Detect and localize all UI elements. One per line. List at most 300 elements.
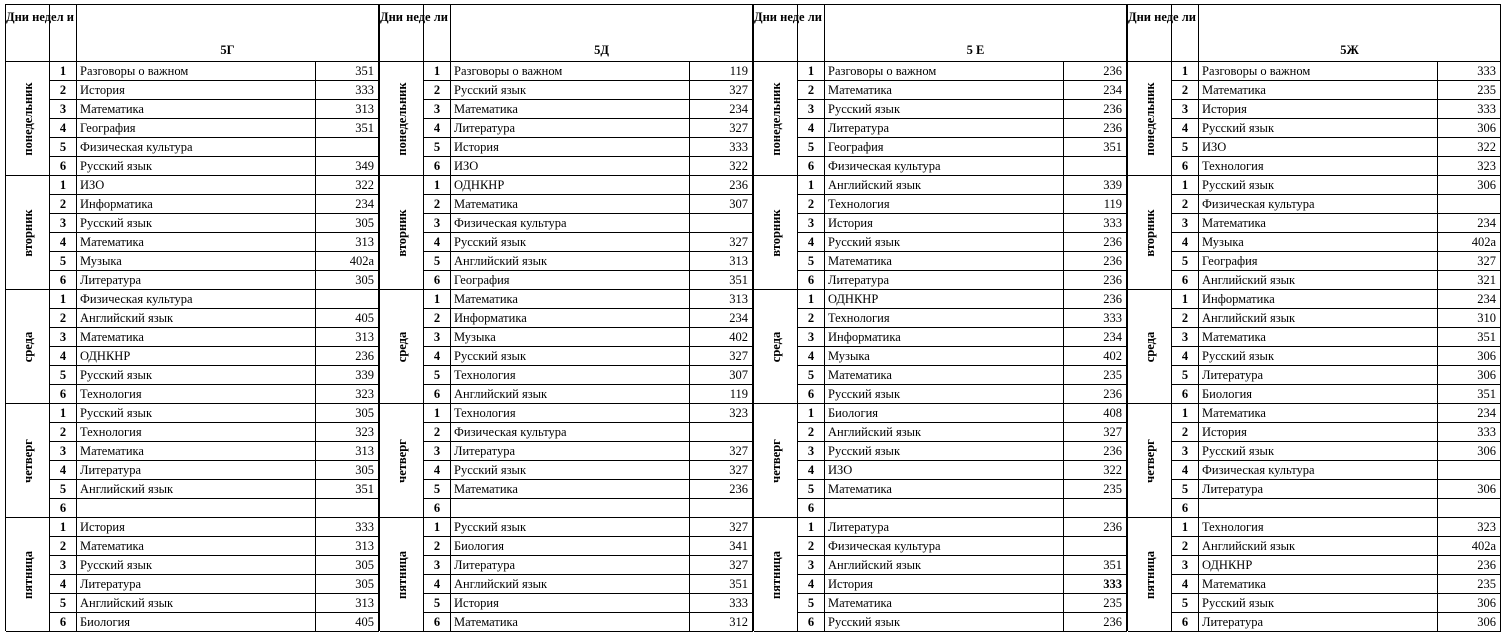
day-name: вторник xyxy=(394,208,409,257)
lesson-room: 119 xyxy=(690,62,753,81)
lesson-subject: Математика xyxy=(451,613,690,632)
lesson-number: 3 xyxy=(424,100,451,119)
lesson-subject: Информатика xyxy=(451,309,690,328)
lesson-number: 3 xyxy=(424,556,451,575)
lesson-room: 236 xyxy=(1064,271,1127,290)
lesson-subject: География xyxy=(1199,252,1438,271)
lesson-room: 333 xyxy=(690,594,753,613)
lesson-number: 1 xyxy=(798,518,825,537)
lesson-room: 234 xyxy=(1064,328,1127,347)
lesson-subject: Физическая культура xyxy=(451,423,690,442)
lesson-number: 6 xyxy=(1172,385,1199,404)
lesson-subject: Математика xyxy=(77,233,316,252)
lesson-number: 3 xyxy=(424,442,451,461)
lesson-room xyxy=(1064,157,1127,176)
lesson-subject: Английский язык xyxy=(825,423,1064,442)
lesson-room: 236 xyxy=(690,480,753,499)
lesson-number: 1 xyxy=(798,176,825,195)
lesson-room: 327 xyxy=(690,81,753,100)
lesson-subject: Литература xyxy=(1199,366,1438,385)
lesson-room: 321 xyxy=(1438,271,1501,290)
lesson-number: 1 xyxy=(424,62,451,81)
lesson-number: 5 xyxy=(1172,594,1199,613)
lesson-room: 235 xyxy=(1064,594,1127,613)
schedule-sheet xyxy=(5,4,1498,631)
day-label xyxy=(754,290,798,404)
lesson-number: 3 xyxy=(1172,214,1199,233)
lesson-subject: Русский язык xyxy=(77,366,316,385)
lesson-number: 4 xyxy=(1172,119,1199,138)
class-title: 5Д xyxy=(451,5,753,62)
lesson-number: 5 xyxy=(798,138,825,157)
lesson-room: 234 xyxy=(316,195,379,214)
lesson-number: 4 xyxy=(50,119,77,138)
lesson-subject: История xyxy=(451,594,690,613)
lesson-subject: Русский язык xyxy=(451,233,690,252)
lesson-subject: Английский язык xyxy=(451,385,690,404)
lesson-subject: Русский язык xyxy=(1199,347,1438,366)
lesson-room: 333 xyxy=(1064,214,1127,233)
lesson-room: 349 xyxy=(316,157,379,176)
lesson-room: 402а xyxy=(1438,233,1501,252)
lesson-room: 341 xyxy=(690,537,753,556)
lesson-number: 5 xyxy=(424,594,451,613)
day-name: вторник xyxy=(1142,208,1157,257)
lesson-subject: Русский язык xyxy=(825,442,1064,461)
lesson-room: 236 xyxy=(1064,613,1127,632)
lesson-subject: География xyxy=(77,119,316,138)
lesson-number: 4 xyxy=(50,347,77,366)
day-name: четверг xyxy=(20,438,35,483)
lesson-subject: История xyxy=(1199,100,1438,119)
lesson-room: 339 xyxy=(1064,176,1127,195)
lesson-number: 4 xyxy=(798,233,825,252)
lesson-room: 306 xyxy=(1438,594,1501,613)
lesson-number: 5 xyxy=(50,252,77,271)
lesson-subject: Биология xyxy=(451,537,690,556)
lesson-subject: Физическая культура xyxy=(1199,461,1438,480)
lesson-number: 6 xyxy=(424,613,451,632)
lesson-subject xyxy=(1199,499,1438,518)
lesson-room: 312 xyxy=(690,613,753,632)
lesson-room: 333 xyxy=(1438,100,1501,119)
lesson-subject: Технология xyxy=(825,309,1064,328)
day-label xyxy=(6,62,50,176)
lesson-number: 6 xyxy=(798,157,825,176)
lesson-number: 2 xyxy=(424,537,451,556)
lesson-subject: Физическая культура xyxy=(451,214,690,233)
lesson-room: 402 xyxy=(1064,347,1127,366)
lesson-subject: Русский язык xyxy=(77,214,316,233)
lesson-room: 305 xyxy=(316,404,379,423)
lesson-room: 235 xyxy=(1438,81,1501,100)
lesson-number: 2 xyxy=(424,423,451,442)
lesson-number: 6 xyxy=(424,499,451,518)
lesson-number: 4 xyxy=(1172,233,1199,252)
lesson-room: 333 xyxy=(1064,575,1127,594)
lesson-subject: Литература xyxy=(1199,613,1438,632)
lesson-subject: Математика xyxy=(77,328,316,347)
lesson-subject: Английский язык xyxy=(825,556,1064,575)
day-name: пятница xyxy=(394,550,409,599)
lesson-room: 405 xyxy=(316,309,379,328)
lesson-number: 1 xyxy=(1172,404,1199,423)
lesson-number-header xyxy=(50,5,77,62)
lesson-subject: ОДНКНР xyxy=(451,176,690,195)
lesson-room: 234 xyxy=(690,309,753,328)
lesson-number: 3 xyxy=(424,328,451,347)
lesson-room: 306 xyxy=(1438,366,1501,385)
day-label xyxy=(6,176,50,290)
lesson-number: 6 xyxy=(1172,157,1199,176)
lesson-subject: Математика xyxy=(451,480,690,499)
lesson-room: 323 xyxy=(690,404,753,423)
day-name: среда xyxy=(1142,331,1157,362)
day-label xyxy=(1128,62,1172,176)
lesson-number: 1 xyxy=(424,290,451,309)
lesson-room: 236 xyxy=(1064,100,1127,119)
lesson-subject: Разговоры о важном xyxy=(1199,62,1438,81)
lesson-room: 305 xyxy=(316,461,379,480)
lesson-subject: Русский язык xyxy=(825,233,1064,252)
lesson-number: 3 xyxy=(50,214,77,233)
class-schedule-2 xyxy=(753,4,1127,631)
lesson-number: 5 xyxy=(50,480,77,499)
lesson-subject: ОДНКНР xyxy=(825,290,1064,309)
lesson-room: 307 xyxy=(690,366,753,385)
lesson-number: 2 xyxy=(798,81,825,100)
lesson-room: 236 xyxy=(1064,233,1127,252)
lesson-room: 306 xyxy=(1438,442,1501,461)
lesson-number-header xyxy=(424,5,451,62)
day-label xyxy=(6,518,50,632)
lesson-subject: История xyxy=(825,575,1064,594)
lesson-subject: Русский язык xyxy=(1199,119,1438,138)
lesson-number: 6 xyxy=(424,271,451,290)
lesson-room: 306 xyxy=(1438,613,1501,632)
lesson-number: 5 xyxy=(1172,252,1199,271)
day-label xyxy=(1128,404,1172,518)
lesson-number: 1 xyxy=(50,62,77,81)
lesson-number: 3 xyxy=(1172,328,1199,347)
lesson-subject: Русский язык xyxy=(77,556,316,575)
lesson-subject: Математика xyxy=(77,100,316,119)
lesson-subject xyxy=(77,499,316,518)
lesson-subject: Технология xyxy=(1199,518,1438,537)
lesson-subject: Литература xyxy=(77,575,316,594)
lesson-room: 236 xyxy=(1064,119,1127,138)
lesson-subject: Технология xyxy=(451,366,690,385)
lesson-room: 313 xyxy=(316,594,379,613)
lesson-room: 313 xyxy=(690,290,753,309)
lesson-subject: Литература xyxy=(77,461,316,480)
lesson-number: 3 xyxy=(1172,442,1199,461)
lesson-room: 351 xyxy=(316,119,379,138)
lesson-room: 305 xyxy=(316,271,379,290)
lesson-room: 306 xyxy=(1438,347,1501,366)
lesson-subject: Русский язык xyxy=(77,404,316,423)
lesson-room: 234 xyxy=(1438,290,1501,309)
lesson-number: 2 xyxy=(798,195,825,214)
lesson-room xyxy=(690,499,753,518)
lesson-subject: Музыка xyxy=(825,347,1064,366)
lesson-subject: Технология xyxy=(451,404,690,423)
lesson-number: 5 xyxy=(424,138,451,157)
lesson-number: 6 xyxy=(1172,271,1199,290)
lesson-number: 3 xyxy=(1172,100,1199,119)
lesson-subject: ИЗО xyxy=(825,461,1064,480)
lesson-number: 1 xyxy=(50,518,77,537)
lesson-subject: Русский язык xyxy=(1199,442,1438,461)
lesson-subject: Физическая культура xyxy=(77,138,316,157)
lesson-room: 327 xyxy=(690,233,753,252)
lesson-room: 313 xyxy=(316,100,379,119)
lesson-room: 306 xyxy=(1438,480,1501,499)
lesson-subject: Технология xyxy=(77,385,316,404)
lesson-number: 5 xyxy=(424,366,451,385)
lesson-number-header xyxy=(798,5,825,62)
lesson-subject: Литература xyxy=(451,442,690,461)
lesson-number: 1 xyxy=(1172,518,1199,537)
lesson-number: 6 xyxy=(424,157,451,176)
lesson-room: 234 xyxy=(1438,214,1501,233)
lesson-room: 333 xyxy=(1438,62,1501,81)
day-name: пятница xyxy=(768,550,783,599)
lesson-subject: История xyxy=(77,518,316,537)
lesson-number: 2 xyxy=(798,537,825,556)
lesson-subject xyxy=(825,499,1064,518)
day-label xyxy=(754,518,798,632)
lesson-number: 3 xyxy=(50,100,77,119)
lesson-room: 402 xyxy=(690,328,753,347)
lesson-room: 333 xyxy=(1438,423,1501,442)
lesson-room: 119 xyxy=(690,385,753,404)
lesson-subject: Биология xyxy=(77,613,316,632)
lesson-room: 235 xyxy=(1064,366,1127,385)
lesson-number: 4 xyxy=(424,461,451,480)
lesson-number: 4 xyxy=(424,233,451,252)
lesson-subject: История xyxy=(451,138,690,157)
lesson-subject: Музыка xyxy=(77,252,316,271)
lesson-room xyxy=(1438,461,1501,480)
lesson-subject: Математика xyxy=(451,100,690,119)
lesson-number: 4 xyxy=(50,233,77,252)
lesson-number: 3 xyxy=(798,442,825,461)
day-name: среда xyxy=(768,331,783,362)
lesson-subject: Английский язык xyxy=(825,176,1064,195)
class-title: 5Г xyxy=(77,5,379,62)
lesson-subject: Русский язык xyxy=(825,100,1064,119)
lesson-room: 236 xyxy=(1438,556,1501,575)
lesson-subject: Русский язык xyxy=(451,347,690,366)
lesson-room: 307 xyxy=(690,195,753,214)
lesson-subject: Разговоры о важном xyxy=(77,62,316,81)
lesson-room: 322 xyxy=(1064,461,1127,480)
lesson-subject: Английский язык xyxy=(451,252,690,271)
lesson-number: 2 xyxy=(50,309,77,328)
lesson-subject: Английский язык xyxy=(1199,309,1438,328)
day-column-header: Дни неде ли xyxy=(754,5,798,62)
lesson-number: 6 xyxy=(1172,499,1199,518)
lesson-subject: Математика xyxy=(451,195,690,214)
lesson-room: 234 xyxy=(690,100,753,119)
lesson-subject: Информатика xyxy=(825,328,1064,347)
lesson-room: 236 xyxy=(690,176,753,195)
lesson-number: 4 xyxy=(798,461,825,480)
lesson-subject: Технология xyxy=(825,195,1064,214)
lesson-room: 333 xyxy=(316,518,379,537)
lesson-room: 327 xyxy=(1064,423,1127,442)
lesson-room: 235 xyxy=(1064,480,1127,499)
day-label xyxy=(1128,518,1172,632)
lesson-room: 235 xyxy=(1438,575,1501,594)
lesson-room: 333 xyxy=(1064,309,1127,328)
lesson-number: 5 xyxy=(798,366,825,385)
class-schedule-0 xyxy=(5,4,379,631)
day-label xyxy=(380,404,424,518)
lesson-room: 327 xyxy=(690,119,753,138)
lesson-number: 6 xyxy=(798,271,825,290)
lesson-room: 327 xyxy=(1438,252,1501,271)
lesson-room: 333 xyxy=(690,138,753,157)
lesson-room: 327 xyxy=(690,442,753,461)
lesson-room xyxy=(690,214,753,233)
lesson-subject: Математика xyxy=(1199,81,1438,100)
lesson-room: 327 xyxy=(690,518,753,537)
lesson-room: 351 xyxy=(690,271,753,290)
lesson-subject: ИЗО xyxy=(77,176,316,195)
lesson-room: 305 xyxy=(316,556,379,575)
lesson-subject: Биология xyxy=(1199,385,1438,404)
lesson-room: 306 xyxy=(1438,176,1501,195)
lesson-room: 351 xyxy=(1438,328,1501,347)
lesson-subject: ОДНКНР xyxy=(77,347,316,366)
lesson-subject: Литература xyxy=(825,518,1064,537)
lesson-room: 323 xyxy=(316,423,379,442)
lesson-number: 3 xyxy=(798,328,825,347)
class-schedule-1 xyxy=(379,4,753,631)
day-label xyxy=(380,62,424,176)
lesson-number: 6 xyxy=(798,613,825,632)
day-name: вторник xyxy=(768,208,783,257)
day-label xyxy=(380,518,424,632)
lesson-number: 4 xyxy=(424,347,451,366)
lesson-subject: Математика xyxy=(825,252,1064,271)
lesson-subject: Физическая культура xyxy=(1199,195,1438,214)
lesson-room: 351 xyxy=(316,62,379,81)
lesson-room: 405 xyxy=(316,613,379,632)
day-label xyxy=(6,290,50,404)
lesson-number: 4 xyxy=(1172,461,1199,480)
lesson-number: 6 xyxy=(798,499,825,518)
lesson-number: 3 xyxy=(1172,556,1199,575)
lesson-number: 2 xyxy=(50,423,77,442)
lesson-number: 5 xyxy=(1172,480,1199,499)
lesson-number: 6 xyxy=(1172,613,1199,632)
lesson-number: 6 xyxy=(50,157,77,176)
lesson-number: 1 xyxy=(798,62,825,81)
lesson-number: 4 xyxy=(424,575,451,594)
lesson-number: 2 xyxy=(1172,537,1199,556)
lesson-subject: ОДНКНР xyxy=(1199,556,1438,575)
lesson-subject: Русский язык xyxy=(77,157,316,176)
day-name: пятница xyxy=(1142,550,1157,599)
lesson-number: 2 xyxy=(424,309,451,328)
lesson-number: 3 xyxy=(798,556,825,575)
lesson-room: 313 xyxy=(316,442,379,461)
lesson-number: 4 xyxy=(1172,575,1199,594)
lesson-number: 5 xyxy=(424,480,451,499)
lesson-subject: Математика xyxy=(825,366,1064,385)
lesson-subject: Технология xyxy=(77,423,316,442)
lesson-number: 6 xyxy=(50,385,77,404)
lesson-room: 323 xyxy=(1438,518,1501,537)
lesson-subject: Русский язык xyxy=(1199,176,1438,195)
day-name: четверг xyxy=(1142,438,1157,483)
lesson-subject: Информатика xyxy=(1199,290,1438,309)
lesson-number: 1 xyxy=(1172,176,1199,195)
lesson-subject: Информатика xyxy=(77,195,316,214)
lesson-number: 5 xyxy=(50,594,77,613)
day-name: понедельник xyxy=(394,81,409,156)
lesson-number: 2 xyxy=(50,81,77,100)
day-name: понедельник xyxy=(20,81,35,156)
lesson-subject: Математика xyxy=(451,290,690,309)
lesson-number: 4 xyxy=(50,461,77,480)
lesson-number: 5 xyxy=(1172,366,1199,385)
lesson-subject: Физическая культура xyxy=(825,157,1064,176)
day-label xyxy=(754,176,798,290)
lesson-room: 351 xyxy=(1438,385,1501,404)
lesson-subject: Математика xyxy=(825,81,1064,100)
lesson-number: 2 xyxy=(424,81,451,100)
day-name: понедельник xyxy=(768,81,783,156)
lesson-room: 339 xyxy=(316,366,379,385)
lesson-subject: Физическая культура xyxy=(77,290,316,309)
lesson-room: 322 xyxy=(1438,138,1501,157)
day-label xyxy=(754,404,798,518)
lesson-subject: Математика xyxy=(825,594,1064,613)
lesson-room: 327 xyxy=(690,461,753,480)
lesson-room: 351 xyxy=(1064,138,1127,157)
lesson-number: 5 xyxy=(1172,138,1199,157)
lesson-subject: Технология xyxy=(1199,157,1438,176)
lesson-room: 236 xyxy=(1064,62,1127,81)
lesson-subject: Английский язык xyxy=(1199,537,1438,556)
lesson-number: 1 xyxy=(798,290,825,309)
lesson-room: 236 xyxy=(1064,518,1127,537)
lesson-room xyxy=(1064,499,1127,518)
day-label xyxy=(1128,290,1172,404)
lesson-number: 5 xyxy=(798,252,825,271)
lesson-room: 119 xyxy=(1064,195,1127,214)
class-schedule-3 xyxy=(1127,4,1501,631)
day-column-header: Дни неде ли xyxy=(1128,5,1172,62)
lesson-number: 2 xyxy=(798,309,825,328)
lesson-subject: Математика xyxy=(1199,575,1438,594)
lesson-room: 351 xyxy=(316,480,379,499)
lesson-room xyxy=(316,499,379,518)
lesson-room: 351 xyxy=(1064,556,1127,575)
lesson-number: 2 xyxy=(50,537,77,556)
lesson-room xyxy=(316,290,379,309)
lesson-subject: Литература xyxy=(825,119,1064,138)
lesson-subject: Музыка xyxy=(451,328,690,347)
lesson-subject: Математика xyxy=(1199,404,1438,423)
lesson-subject: Английский язык xyxy=(77,480,316,499)
lesson-subject: Математика xyxy=(77,442,316,461)
lesson-number: 1 xyxy=(424,176,451,195)
